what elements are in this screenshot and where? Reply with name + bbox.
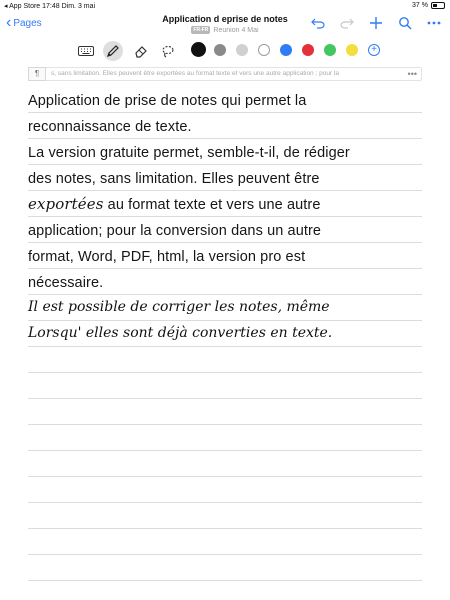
color-swatch-blue[interactable] [280, 44, 292, 56]
drawing-toolbar [0, 38, 450, 64]
text-line: Application de prise de notes qui permet la [28, 93, 307, 109]
text-line: format, Word, PDF, html, la version pro est [28, 249, 306, 265]
color-swatch-white[interactable] [258, 44, 270, 56]
handwritten-word: exportées [28, 195, 104, 213]
color-swatch-yellow[interactable] [346, 44, 358, 56]
back-label: Pages [13, 17, 42, 29]
conversion-preview[interactable] [28, 67, 422, 81]
ruled-line [28, 450, 422, 451]
text-line: des notes, sans limitation. Elles peuvent être [28, 171, 320, 187]
text-line [28, 195, 321, 213]
redo-icon[interactable] [339, 15, 355, 31]
preview-more-icon[interactable]: ••• [407, 69, 417, 79]
chevron-left-icon: ‹ [6, 14, 12, 31]
add-icon[interactable] [368, 15, 384, 31]
ruled-line [28, 138, 422, 139]
status-bar [0, 0, 450, 12]
ruled-line [28, 580, 422, 581]
battery-percent: 37 % [412, 2, 428, 9]
title-area[interactable] [135, 14, 315, 34]
ruled-line [28, 528, 422, 529]
ruled-line [28, 554, 422, 555]
ruled-line [28, 424, 422, 425]
search-icon[interactable] [397, 15, 413, 31]
handwritten-line: Il est possible de corriger les notes, même [28, 299, 330, 315]
text-line: La version gratuite permet, semble-t-il, de rédiger [28, 145, 350, 161]
notebook-page[interactable] [28, 88, 422, 600]
ruled-line [28, 190, 422, 191]
status-left: ◂ App Store 17:48 Dim. 3 mai [4, 3, 96, 10]
notebook-name: Reunion 4 Mai [213, 26, 259, 34]
handwritten-line: Lorsqu' elles sont déjà converties en texte. [28, 325, 333, 341]
pen-icon[interactable] [103, 41, 123, 61]
color-swatch-red[interactable] [302, 44, 314, 56]
ruled-line [28, 476, 422, 477]
keyboard-icon[interactable] [76, 41, 96, 61]
text-fragment: au format texte et vers une autre [107, 197, 321, 213]
color-swatch-green[interactable] [324, 44, 336, 56]
paragraph-icon[interactable]: ¶ [28, 67, 46, 81]
color-swatch-light-gray[interactable] [236, 44, 248, 56]
ruled-line [28, 112, 422, 113]
ruled-line [28, 398, 422, 399]
color-swatch-black[interactable] [191, 42, 206, 57]
preview-text: s, sans limitation. Elles peuvent être exportées au format texte et vers une autre application ; pour la [51, 70, 339, 77]
eraser-icon[interactable] [131, 41, 151, 61]
nav-actions [310, 15, 442, 31]
ruled-line [28, 502, 422, 503]
ruled-line [28, 242, 422, 243]
document-title: Application d eprise de notes [162, 14, 288, 24]
status-right [412, 2, 445, 9]
navigation-bar [0, 12, 450, 38]
undo-icon[interactable] [310, 15, 326, 31]
more-icon[interactable] [426, 15, 442, 31]
ruled-line [28, 268, 422, 269]
ruled-line [28, 346, 422, 347]
text-line: reconnaissance de texte. [28, 119, 192, 135]
ruled-line [28, 164, 422, 165]
color-swatch-gray[interactable] [214, 44, 226, 56]
battery-icon [431, 2, 445, 9]
add-color-icon[interactable]: + [368, 44, 380, 56]
lasso-icon[interactable] [158, 41, 178, 61]
ruled-line [28, 372, 422, 373]
language-badge: FR-FR [193, 27, 209, 33]
ruled-line [28, 294, 422, 295]
ruled-line [28, 320, 422, 321]
text-line: application; pour la conversion dans un autre [28, 223, 322, 239]
ruled-line [28, 216, 422, 217]
back-button[interactable] [6, 15, 42, 31]
text-line: nécessaire. [28, 275, 104, 291]
document-subtitle [135, 26, 315, 34]
